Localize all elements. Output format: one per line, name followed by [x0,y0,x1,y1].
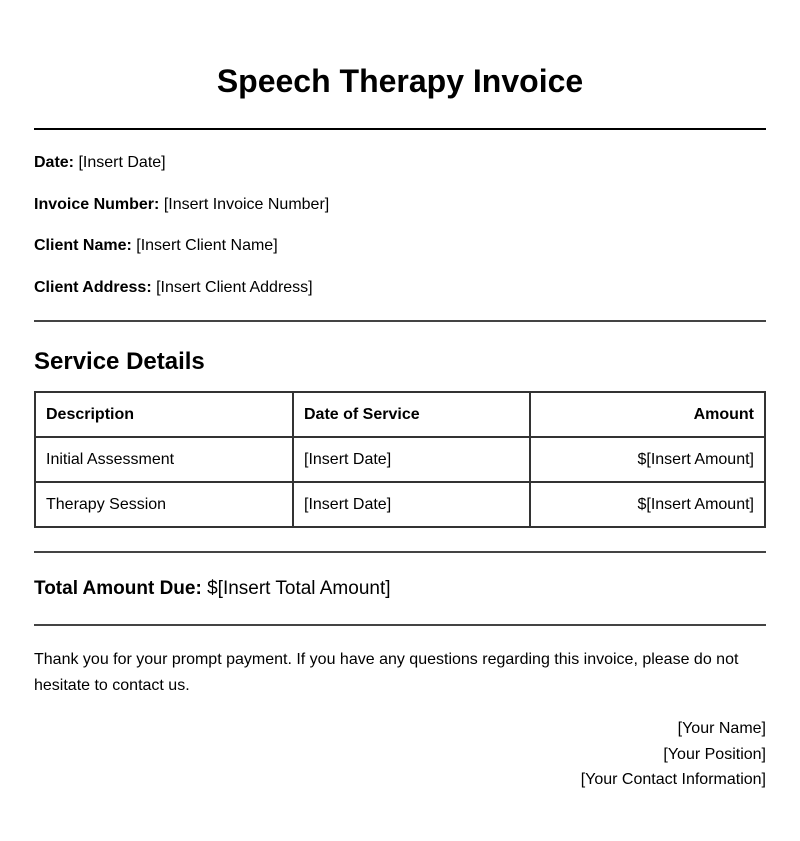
table-header-row [35,392,765,437]
date-of-service-header: Date of Service [293,392,530,437]
total-amount-due [34,577,391,601]
table-row [35,482,765,527]
signature-contact: [Your Contact Information] [580,771,766,788]
amount-header: Amount [530,392,765,437]
signature-block [581,716,766,793]
client-name-field [34,236,278,256]
header-divider [34,128,766,130]
total-value: $[Insert Total Amount] [207,578,391,599]
invoice-number-value: [Insert Invoice Number] [163,196,330,213]
date-label: Date: [34,154,75,171]
client-name-value: [Insert Client Name] [136,237,278,254]
total-divider [34,624,766,626]
row-description: Initial Assessment [35,437,293,482]
client-name-label: Client Name: [34,237,132,254]
invoice-number-label: Invoice Number: [34,196,160,213]
client-address-value: [Insert Client Address] [156,279,313,296]
service-details-title: Service Details [34,348,205,375]
table-row [35,437,765,482]
fields-divider [34,320,766,322]
row-description: Therapy Session [35,482,293,527]
service-details-table [34,391,766,528]
total-label: Total Amount Due: [34,578,202,599]
signature-position: [Your Position] [663,745,766,763]
row-amount: $[Insert Amount] [530,482,765,527]
thanks-message: Thank you for your prompt payment. If you have any questions regarding this invoice, please do not hesitate to contact us. [34,651,739,694]
row-amount: $[Insert Amount] [530,437,765,482]
invoice-number-field [34,195,329,215]
date-field [34,153,166,173]
description-header: Description [35,392,293,437]
client-address-label: Client Address: [34,279,152,296]
client-address-field [34,278,313,298]
date-value: [Insert Date] [78,154,166,171]
signature-name: [Your Name] [677,720,766,737]
table-divider [34,551,766,553]
row-date: [Insert Date] [293,437,530,482]
invoice-title: Speech Therapy Invoice [216,63,584,99]
row-date: [Insert Date] [293,482,530,527]
